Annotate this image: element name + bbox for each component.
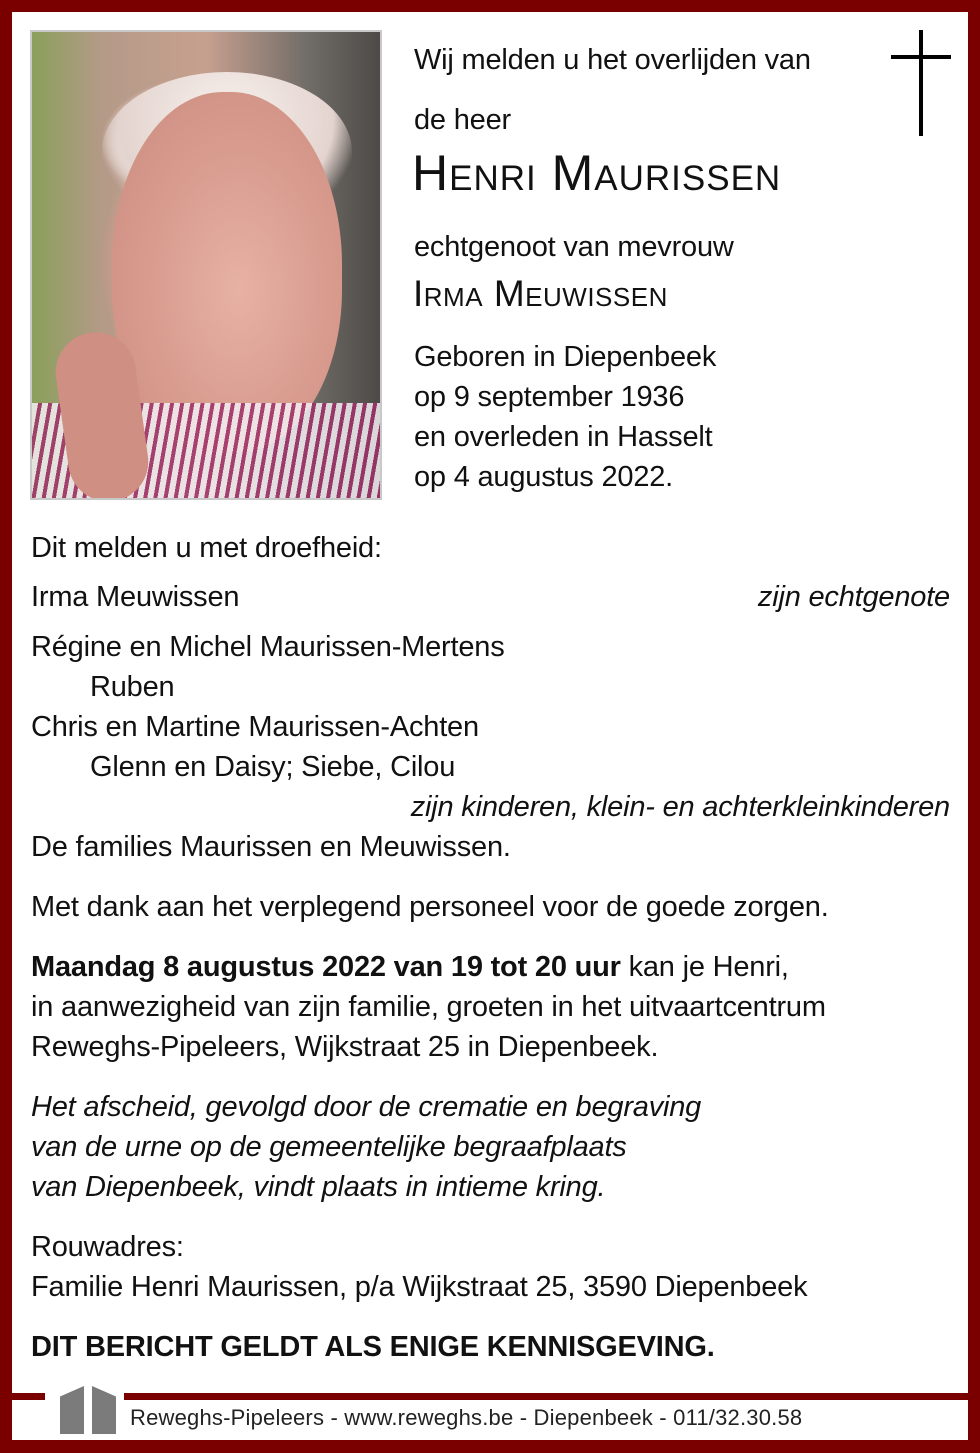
photo-face (112, 92, 342, 452)
families: De families Maurissen en Meuwissen. (31, 831, 511, 863)
address-label: Rouwadres: (31, 1231, 184, 1263)
footer-band (0, 1440, 980, 1453)
salutation: de heer (414, 104, 511, 136)
visitation-line-1 (31, 953, 789, 982)
born-place: Geboren in Diepenbeek (414, 341, 717, 373)
spouse-name: Irma Meuwissen (413, 273, 668, 314)
visitation-line-2: in aanwezigheid van zijn familie, groeten in het uitvaartcentrum (31, 991, 826, 1023)
grandchildren-2: Glenn en Daisy; Siebe, Cilou (90, 751, 456, 783)
cross-icon (919, 30, 923, 136)
address-value: Familie Henri Maurissen, p/a Wijkstraat 25, 3590 Diepenbeek (31, 1271, 808, 1303)
visitation-datetime: Maandag 8 augustus 2022 van 19 tot 20 uur (31, 951, 621, 983)
child-couple-1: Régine en Michel Maurissen-Mertens (31, 631, 505, 663)
mourner-spouse-name: Irma Meuwissen (31, 581, 240, 613)
intro-text: Wij melden u het overlijden van (414, 44, 811, 76)
farewell-line-1: Het afscheid, gevolgd door de crematie en begraving (31, 1091, 702, 1123)
farewell-line-3: van Diepenbeek, vindt plaats in intieme kring. (31, 1171, 606, 1203)
footer-contact: Reweghs-Pipeleers - www.reweghs.be - Diepenbeek - 011/32.30.58 (130, 1405, 803, 1430)
born-date: op 9 september 1936 (414, 381, 685, 413)
footer-rule-right (124, 1393, 968, 1400)
died-date: op 4 augustus 2022. (414, 461, 674, 493)
farewell-line-2: van de urne op de gemeentelijke begraafplaats (31, 1131, 627, 1163)
mourners-intro: Dit melden u met droefheid: (31, 532, 382, 564)
spouse-intro: echtgenoot van mevrouw (414, 231, 734, 263)
thanks-text: Met dank aan het verplegend personeel voor de goede zorgen. (31, 891, 829, 923)
grandchildren-1: Ruben (90, 671, 175, 703)
footer-rule-left (12, 1393, 45, 1400)
died-place: en overleden in Hasselt (414, 421, 713, 453)
mourner-spouse-relation: zijn echtgenote (757, 581, 950, 613)
visitation-line-1-rest: kan je Henri, (620, 951, 789, 983)
visitation-line-3: Reweghs-Pipeleers, Wijkstraat 25 in Diepenbeek. (31, 1031, 659, 1063)
children-relation: zijn kinderen, klein- en achterkleinkinderen (410, 791, 950, 823)
child-couple-2: Chris en Martine Maurissen-Achten (31, 711, 479, 743)
official-notice: DIT BERICHT GELDT ALS ENIGE KENNISGEVING. (31, 1331, 715, 1363)
deceased-name: Henri Maurissen (412, 145, 782, 201)
portrait-photo (30, 30, 382, 500)
cross-icon-bar (891, 55, 951, 59)
